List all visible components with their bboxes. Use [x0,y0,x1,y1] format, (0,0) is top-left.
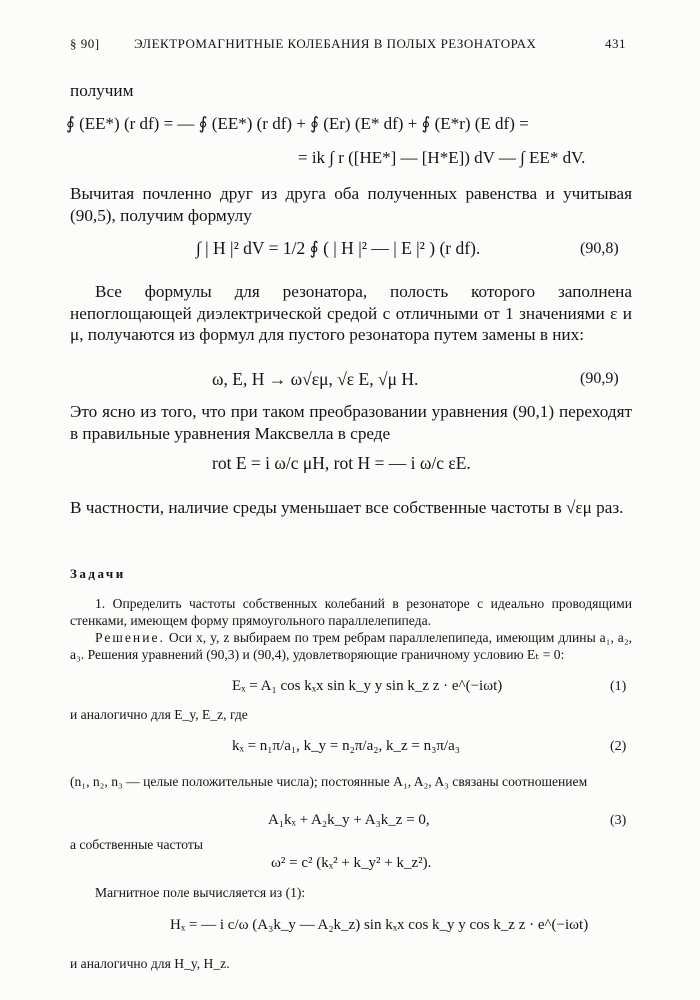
equation-number-90-9: (90,9) [580,370,619,387]
problem-1-statement: 1. Определить частоты собственных колебаний в резонаторе с идеально проводящими стенками, имеющем форму прямоугольного параллелепипеда. [70,596,632,628]
problem-1-solution [70,629,632,663]
equation-90-8: ∫ | H |² dV = 1/2 ∮ ( | H |² — | E |² ) (r df). [196,238,481,258]
paragraph-vychitaya: Вычитая почленно друг из друга оба полученных равенства и учитывая (90,5), получим формулу [70,184,632,225]
section-ref: § 90] [70,36,100,51]
equation-surface-integral-line1: ∮ (EE*) (r df) = — ∮ (EE*) (r df) + ∮ (Er) (E* df) + ∮ (E*r) (E df) = [66,114,529,133]
equation-1: Eₓ = A₁ cos kₓx sin k_y y sin k_z z · e^(−iωt) [232,678,503,694]
paragraph-eto-yasno: Это ясно из того, что при таком преобразовании уравнения (90,1) переходят в правильные уравнения Максвелла в среде [70,402,632,443]
paragraph-magnitnoe: Магнитное поле вычисляется из (1): [95,885,306,900]
paragraph-sobstvennye: а собственные частоты [70,837,203,852]
equation-omega: ω² = c² (kₓ² + k_y² + k_z²). [271,855,432,871]
equation-surface-integral-line2: = ik ∫ r ([HE*] — [H*E]) dV — ∫ EE* dV. [298,148,586,167]
equation-number-2: (2) [610,739,627,754]
problems-heading: Задачи [70,566,126,581]
paragraph-v-chastnosti: В частности, наличие среды уменьшает все собственные частоты в √εμ раз. [70,498,624,517]
paragraph-analog-E: и аналогично для E_y, E_z, где [70,707,248,722]
solution-label: Решение. [95,630,165,645]
equation-90-9: ω, E, H → ω√εμ, √ε E, √μ H. [212,369,419,389]
page-number: 431 [605,36,626,51]
solution-text: Оси x, y, z выбираем по трем ребрам параллелепипеда, имеющим длины a₁, a₂, a₃. Решения уравнений (90,3) и (90,4), удовлетворяющие граничному условию Eₜ = 0: [70,630,632,662]
paragraph-analog-H: и аналогично для H_y, H_z. [70,956,230,971]
equation-2: kₓ = n₁π/a₁, k_y = n₂π/a₂, k_z = n₃π/a₃ [232,738,460,754]
equation-number-1: (1) [610,679,627,694]
equation-H: Hₓ = — i c/ω (A₃k_y — A₂k_z) sin kₓx cos k_y y cos k_z z · e^(−iωt) [170,917,589,933]
paragraph-vse-formuly: Все формулы для резонатора, полость которого заполнена непоглощающей диэлектрической средой с отличными от 1 значениями ε и μ, получаются из формул для пустого резонатора путем замены в них: [70,282,632,344]
equation-number-3: (3) [610,813,627,828]
equation-3: A₁kₓ + A₂k_y + A₃k_z = 0, [268,812,430,828]
paragraph-celye: (n₁, n₂, n₃ — целые положительные числа); постоянные A₁, A₂, A₃ связаны соотношением [70,774,588,789]
running-title: ЭЛЕКТРОМАГНИТНЫЕ КОЛЕБАНИЯ В ПОЛЫХ РЕЗОНАТОРАХ [134,36,537,51]
equation-number-90-8: (90,8) [580,240,619,257]
paragraph-poluchim: получим [70,81,134,100]
equation-maxwell-medium: rot E = i ω/c μH, rot H = — i ω/c εE. [212,453,471,473]
